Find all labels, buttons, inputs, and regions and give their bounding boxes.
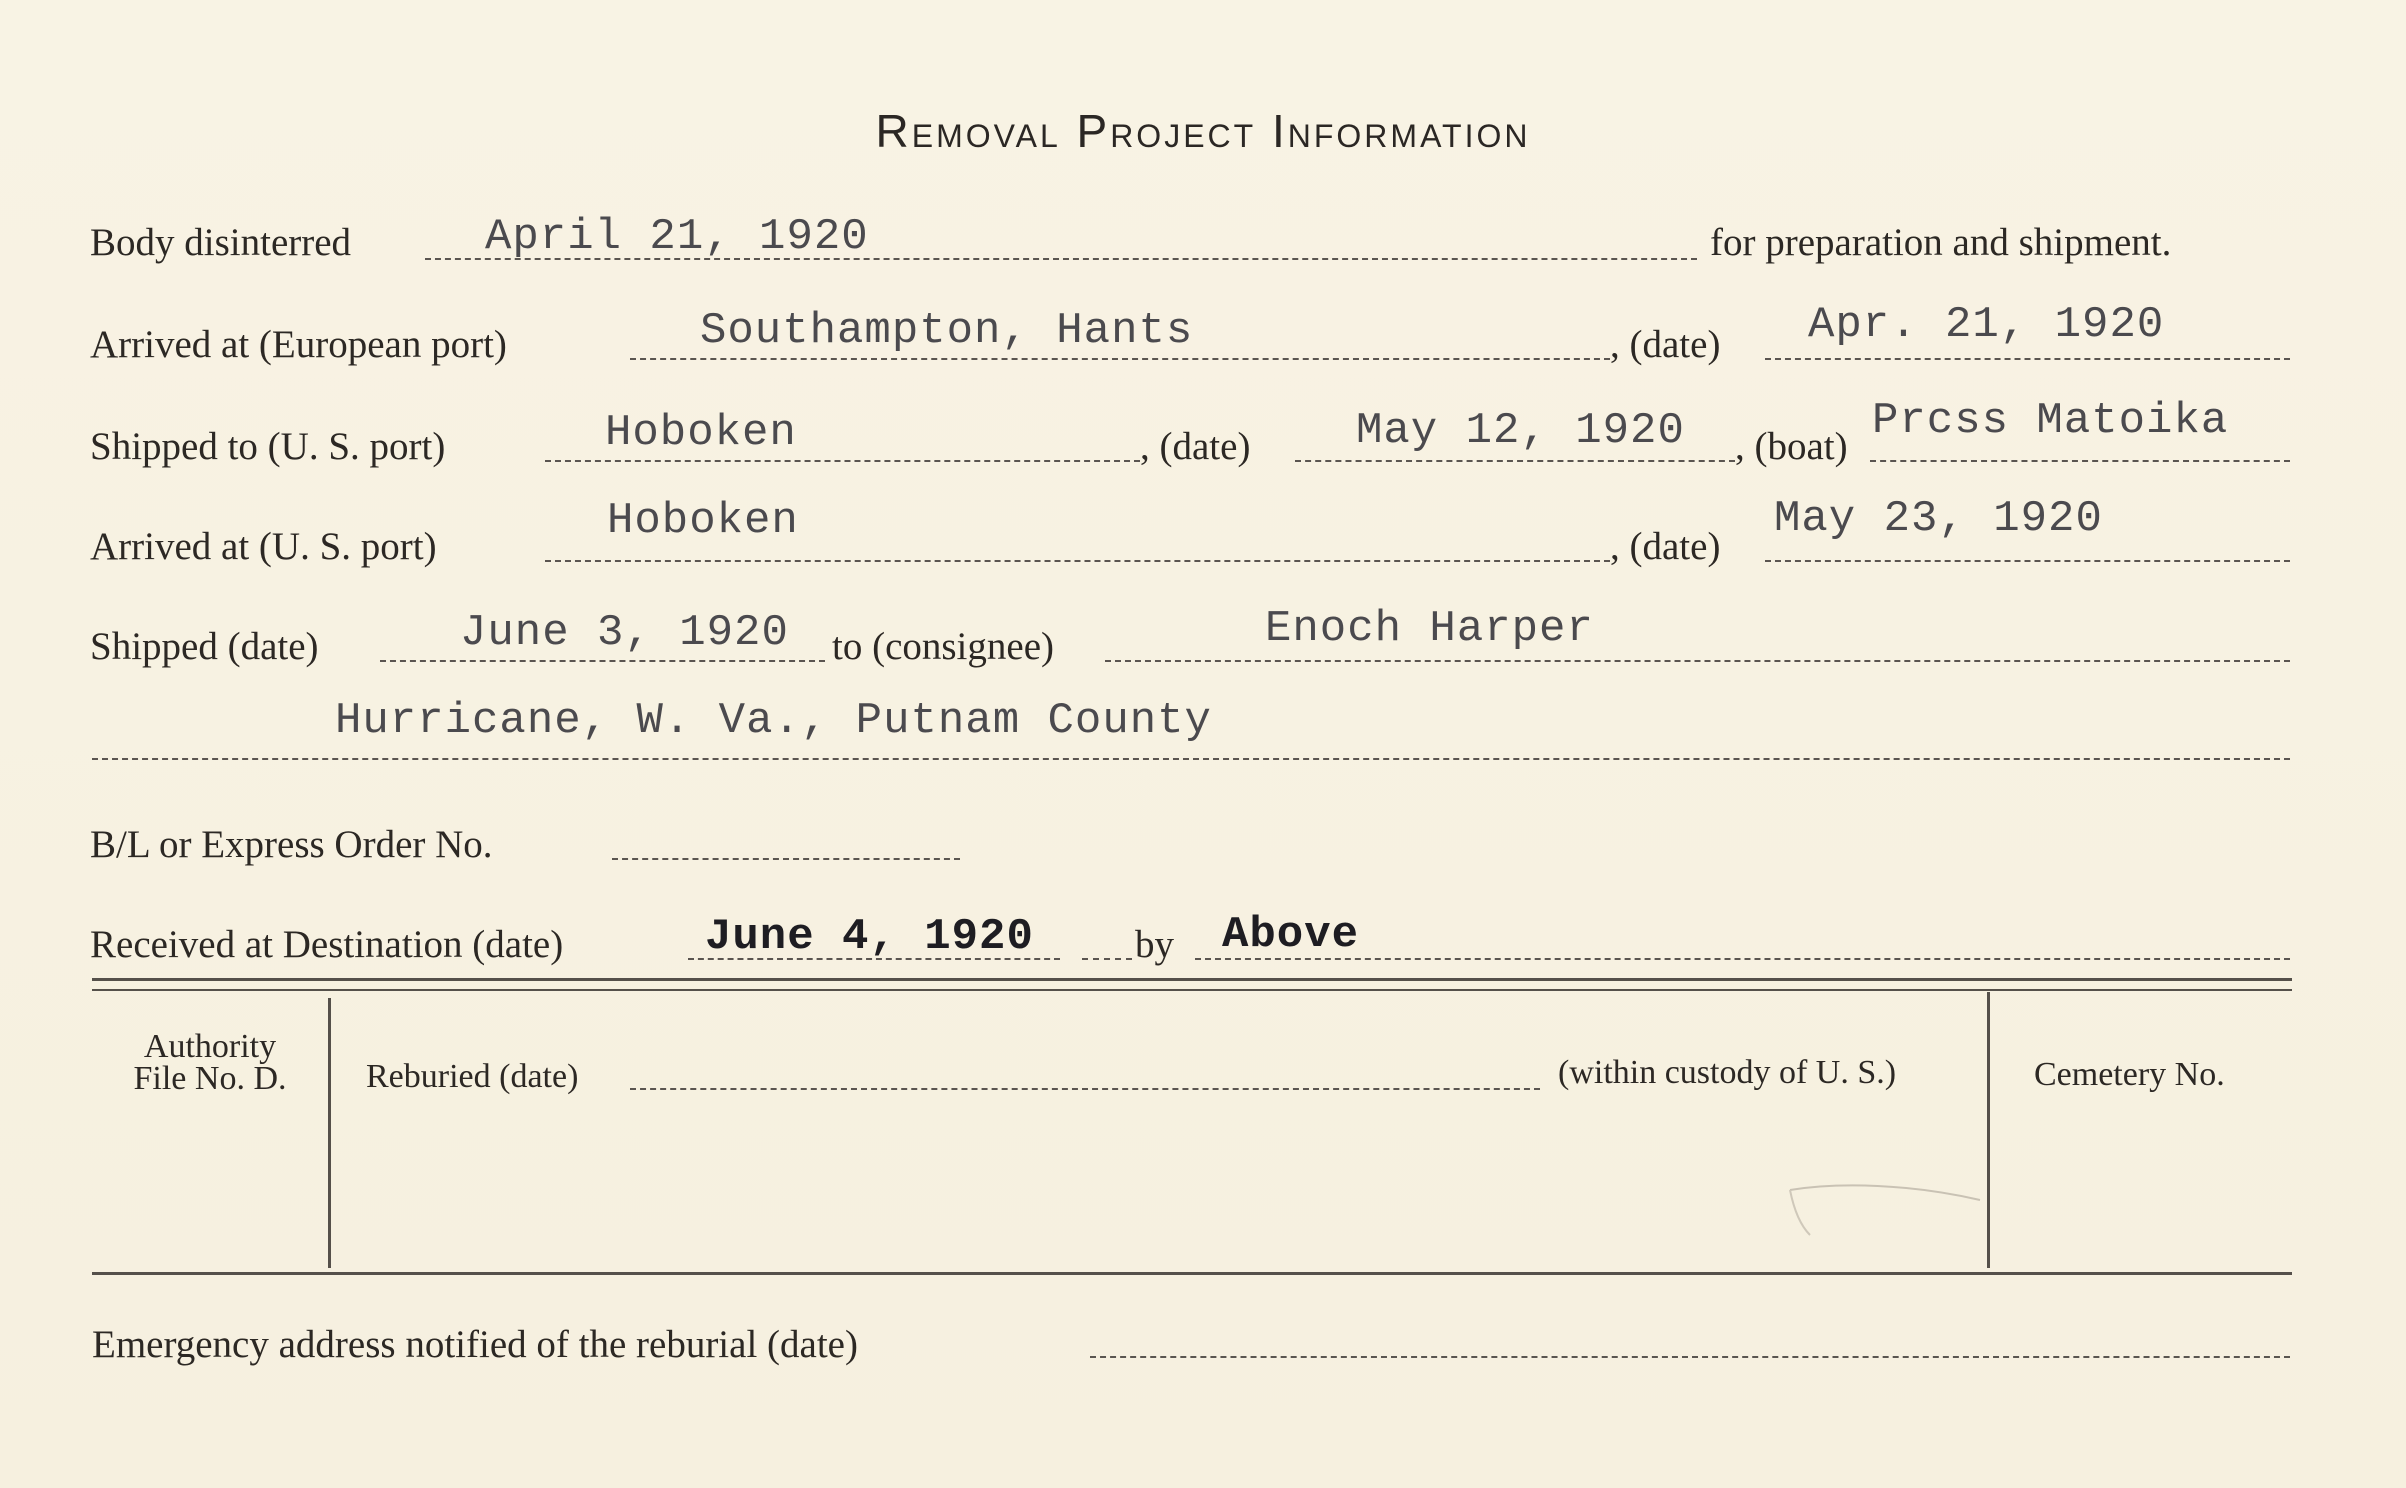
arrived-us-date-label: , (date) bbox=[1610, 525, 1721, 568]
arrived-us-port-value: Hoboken bbox=[607, 496, 799, 546]
shipped-us-label: Shipped to (U. S. port) bbox=[90, 425, 446, 468]
arrived-europe-label: Arrived at (European port) bbox=[90, 323, 507, 366]
custody-label: (within custody of U. S.) bbox=[1558, 1054, 1897, 1091]
received-by-line bbox=[1195, 958, 2290, 960]
reburied-label: Reburied (date) bbox=[366, 1058, 579, 1095]
emergency-label: Emergency address notified of the reburial (date) bbox=[92, 1323, 858, 1366]
table-top-rule bbox=[92, 978, 2292, 981]
received-by-dash bbox=[1082, 958, 1132, 960]
consignee-line bbox=[1105, 660, 2290, 662]
arrived-us-date-line bbox=[1765, 560, 2290, 562]
table-top-rule-inner bbox=[92, 989, 2292, 991]
bl-label: B/L or Express Order No. bbox=[90, 823, 493, 866]
disinterred-suffix: for preparation and shipment. bbox=[1710, 221, 2172, 264]
address-line bbox=[92, 758, 2290, 760]
shipped-us-date-label: , (date) bbox=[1140, 425, 1251, 468]
arrived-europe-date-value: Apr. 21, 1920 bbox=[1808, 300, 2165, 350]
shipped-date-value: June 3, 1920 bbox=[460, 608, 789, 658]
arrived-us-label: Arrived at (U. S. port) bbox=[90, 525, 437, 568]
arrived-europe-port-value: Southampton, Hants bbox=[700, 306, 1194, 356]
table-divider-left bbox=[328, 998, 331, 1268]
consignee-label: to (consignee) bbox=[832, 625, 1055, 668]
disinterred-label: Body disinterred bbox=[90, 221, 352, 264]
arrived-europe-date-label: , (date) bbox=[1610, 323, 1721, 366]
disinterred-value: April 21, 1920 bbox=[485, 212, 869, 262]
authority-label: Authority bbox=[143, 1028, 277, 1065]
page-title: Removal Project Information bbox=[875, 105, 1531, 157]
shipped-date-line bbox=[380, 660, 825, 662]
table-bottom-rule bbox=[92, 1272, 2292, 1275]
shipped-us-boat-label: , (boat) bbox=[1735, 425, 1848, 468]
shipped-us-date-value: May 12, 1920 bbox=[1356, 406, 1685, 456]
received-by-label: by bbox=[1135, 923, 1174, 966]
emergency-line bbox=[1090, 1356, 2290, 1358]
received-date-value: June 4, 1920 bbox=[705, 912, 1034, 962]
pencil-mark bbox=[1780, 1180, 2000, 1250]
received-label: Received at Destination (date) bbox=[90, 923, 564, 966]
reburied-line bbox=[630, 1088, 1540, 1090]
bl-line bbox=[612, 858, 960, 860]
file-no-label: File No. D. bbox=[133, 1060, 287, 1097]
shipped-us-port-line bbox=[545, 460, 1140, 462]
shipped-us-boat-value: Prcss Matoika bbox=[1872, 396, 2229, 446]
received-by-value: Above bbox=[1222, 910, 1360, 960]
consignee-address-value: Hurricane, W. Va., Putnam County bbox=[335, 696, 1212, 746]
arrived-europe-line bbox=[630, 358, 1610, 360]
shipped-us-boat-line bbox=[1870, 460, 2290, 462]
arrived-us-date-value: May 23, 1920 bbox=[1774, 494, 2103, 544]
shipped-date-label: Shipped (date) bbox=[90, 625, 319, 668]
arrived-europe-date-line bbox=[1765, 358, 2290, 360]
shipped-us-port-value: Hoboken bbox=[605, 408, 797, 458]
shipped-us-date-line bbox=[1295, 460, 1735, 462]
consignee-value: Enoch Harper bbox=[1265, 604, 1594, 654]
cemetery-no-label: Cemetery No. bbox=[2034, 1056, 2225, 1093]
arrived-us-port-line bbox=[545, 560, 1610, 562]
